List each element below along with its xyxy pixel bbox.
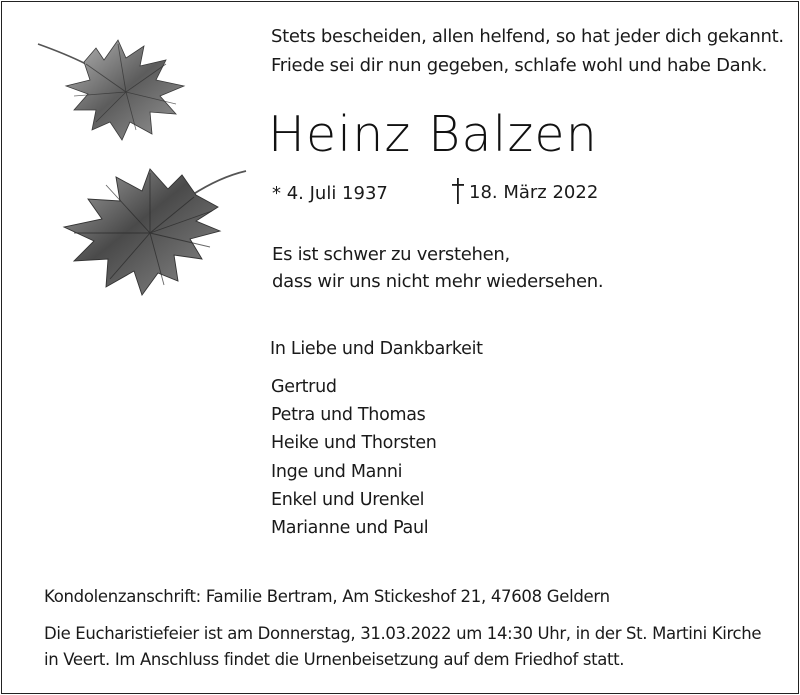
- list-item: Petra und Thomas: [271, 405, 426, 426]
- mourner-list: [271, 376, 437, 545]
- maple-leaf-icon: [26, 30, 202, 142]
- motto-line-1: Stets bescheiden, allen helfend, so hat jeder dich gekannt.: [271, 26, 784, 47]
- list-item: Inge und Manni: [271, 461, 403, 482]
- verse-line-2: dass wir uns nicht mehr wiedersehen.: [272, 271, 604, 292]
- maple-leaf-icon: [50, 155, 262, 297]
- list-item: Marianne und Paul: [271, 517, 429, 538]
- cross-icon: [451, 178, 465, 204]
- death-date-group: [451, 178, 598, 204]
- closing-phrase: In Liebe und Dankbarkeit: [270, 339, 483, 359]
- birth-date: * 4. Juli 1937: [272, 183, 388, 204]
- list-item: Gertrud: [271, 377, 337, 397]
- verse-line-1: Es ist schwer zu verstehen,: [272, 244, 510, 265]
- service-info-line-2: in Veert. Im Anschluss findet die Urnenbeisetzung auf dem Friedhof statt.: [44, 650, 625, 669]
- motto-line-2: Friede sei dir nun gegeben, schlafe wohl und habe Dank.: [271, 55, 768, 76]
- list-item: Heike und Thorsten: [271, 433, 437, 454]
- service-info-line-1: Die Eucharistiefeier ist am Donnerstag, 31.03.2022 um 14:30 Uhr, in der St. Martini Kirche: [44, 624, 762, 643]
- list-item: Enkel und Urenkel: [271, 489, 425, 510]
- condolence-address: Kondolenzanschrift: Familie Bertram, Am Stickeshof 21, 47608 Geldern: [44, 587, 610, 606]
- death-date: 18. März 2022: [469, 182, 599, 203]
- deceased-name: Heinz Balzen: [268, 106, 599, 163]
